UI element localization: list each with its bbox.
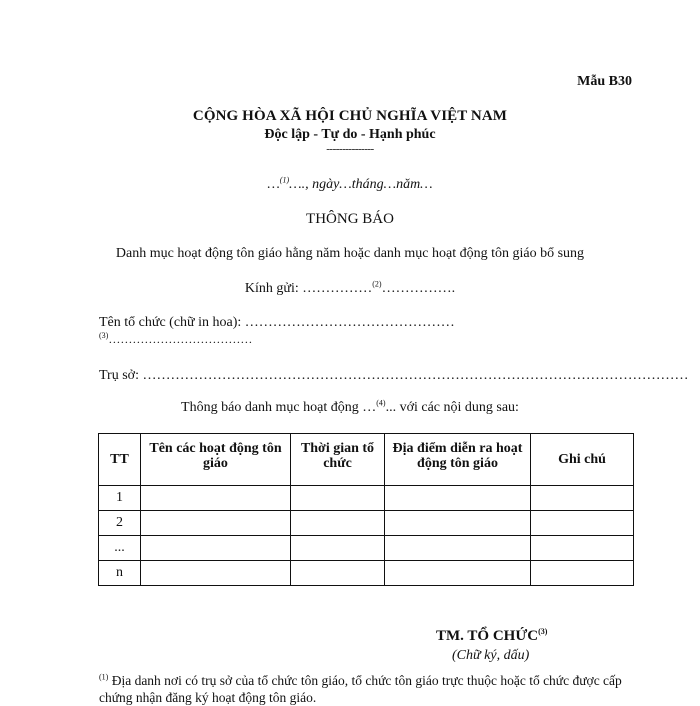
table-row — [99, 561, 634, 586]
intro-prefix: Thông báo danh mục hoạt động … — [181, 400, 377, 415]
table-row — [99, 511, 634, 536]
signature-title — [436, 628, 547, 645]
cell-activity-name — [141, 561, 291, 586]
motto: Độc lập - Tự do - Hạnh phúc — [264, 127, 436, 142]
place-date-text: …., ngày…tháng…năm… — [289, 177, 433, 192]
recipient-label: Kính gửi: …………… — [244, 281, 373, 296]
cell-note — [531, 536, 634, 561]
signature-footnote-ref: (3) — [538, 627, 548, 636]
row-number: n — [99, 561, 141, 586]
org-name-footnote-ref: (3) — [99, 331, 109, 340]
cell-time — [291, 561, 385, 586]
cell-location — [385, 511, 531, 536]
header-time: Thời gian tổ chức — [291, 434, 385, 486]
footnote-text: Địa danh nơi có trụ sở của tổ chức tôn giáo, tổ chức tôn giáo trực thuộc hoặc tổ chức được cấp chứng nhận đăng ký hoạt động tôn giáo. — [99, 673, 622, 705]
cell-time — [291, 486, 385, 511]
intro-rest: ... với các nội dung sau: — [385, 400, 519, 415]
document-subject: Danh mục hoạt động tôn giáo hằng năm hoặc danh mục hoạt động tôn giáo bổ sung — [115, 246, 585, 261]
org-name-note-line — [99, 332, 252, 347]
nation-heading: CỘNG HÒA XÃ HỘI CHỦ NGHĨA VIỆT NAM — [192, 108, 508, 124]
motto-underline: --------------- — [326, 143, 374, 155]
signature-note: (Chữ ký, dấu) — [452, 648, 530, 663]
cell-activity-name — [141, 536, 291, 561]
cell-location — [385, 486, 531, 511]
place-date-footnote-ref: (1) — [279, 175, 290, 185]
header-location: Địa điểm diễn ra hoạt động tôn giáo — [385, 434, 531, 486]
footnote-marker: (1) — [99, 672, 109, 682]
footnote-1 — [99, 672, 639, 706]
header-tt: TT — [99, 434, 141, 486]
table-header-row — [99, 434, 634, 486]
cell-note — [531, 561, 634, 586]
cell-activity-name — [141, 511, 291, 536]
table-row — [99, 536, 634, 561]
document-title: THÔNG BÁO — [306, 211, 394, 227]
recipient-line — [0, 281, 700, 297]
place-date-line — [0, 177, 700, 193]
row-number: 1 — [99, 486, 141, 511]
cell-time — [291, 536, 385, 561]
activity-table — [98, 433, 634, 586]
cell-note — [531, 511, 634, 536]
cell-time — [291, 511, 385, 536]
intro-footnote-ref: (4) — [376, 398, 386, 408]
cell-location — [385, 536, 531, 561]
headquarters-line: Trụ sở: ……………………………………………………………………………………………………… — [99, 368, 689, 383]
cell-activity-name — [141, 486, 291, 511]
signature-title-text: TM. TỔ CHỨC — [436, 628, 539, 644]
form-code: Mẫu B30 — [577, 74, 632, 89]
recipient-footnote-ref: (2) — [372, 279, 382, 289]
cell-location — [385, 561, 531, 586]
header-note: Ghi chú — [531, 434, 634, 486]
row-number: ... — [99, 536, 141, 561]
header-activity-name: Tên các hoạt động tôn giáo — [141, 434, 291, 486]
recipient-dots: ……………. — [381, 281, 456, 296]
intro-line — [0, 400, 700, 416]
cell-note — [531, 486, 634, 511]
place-date-prefix: … — [267, 177, 280, 192]
table-row — [99, 486, 634, 511]
org-name-note-dots: ……………………………… — [108, 332, 253, 346]
org-name-line: Tên tổ chức (chữ in hoa): ……………………………………… — [99, 315, 455, 330]
row-number: 2 — [99, 511, 141, 536]
